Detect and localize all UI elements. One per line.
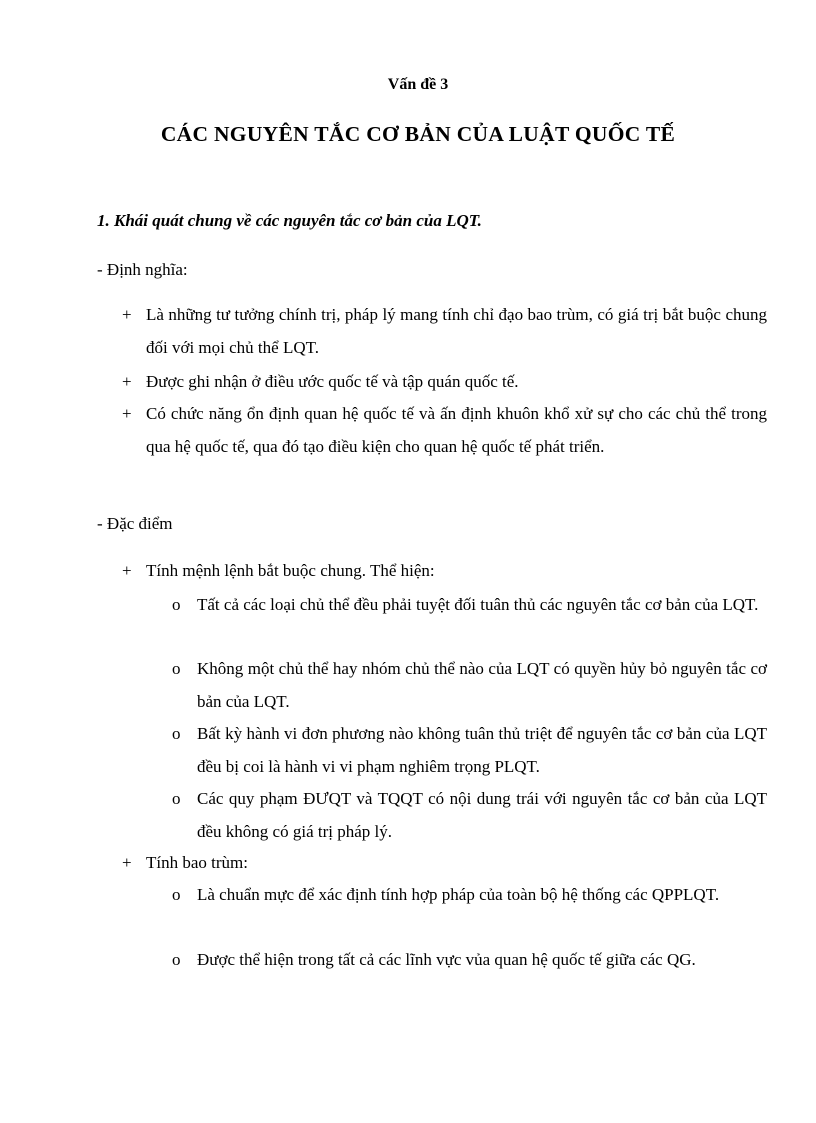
plus-bullet: + [122,372,132,391]
feature-heading [122,555,767,588]
sub-list-item-text: Không một chủ thể hay nhóm chủ thể nào của LQT có quyền hủy bỏ nguyên tắc cơ bản của LQT. [197,659,767,711]
definition-label: - Định nghĩa: [97,260,188,279]
section-heading: 1. Khái quát chung về các nguyên tắc cơ bản của LQT. [97,211,482,230]
sub-list-item [170,783,767,848]
features-label: - Đặc điểm [97,514,173,533]
chapter-label: Vấn đề 3 [387,76,449,93]
sub-list-item [170,653,767,718]
document-title: CÁC NGUYÊN TẮC CƠ BẢN CỦA LUẬT QUỐC TẾ [160,122,676,146]
plus-bullet: + [122,404,132,423]
list-item-text: Là những tư tưởng chính trị, pháp lý mang tính chỉ đạo bao trùm, có giá trị bắt buộc chung đối với mọi chủ thể LQT. [146,305,767,357]
sub-list-item [170,589,767,622]
circle-bullet: o [172,724,181,743]
list-item [122,299,767,364]
feature-label: Tính mệnh lệnh bắt buộc chung. Thể hiện: [146,561,435,580]
sub-list-item-text: Là chuẩn mực để xác định tính hợp pháp của toàn bộ hệ thống các QPPLQT. [197,885,720,904]
sub-list-item [170,879,767,912]
list-item-text: Có chức năng ổn định quan hệ quốc tế và ấn định khuôn khổ xử sự cho các chủ thể trong qua hệ quốc tế, qua đó tạo điều kiện cho quan hệ quốc tế phát triển. [146,404,767,456]
list-item [122,398,767,463]
sub-list-item [170,718,767,783]
circle-bullet: o [172,885,181,904]
feature-label: Tính bao trùm: [146,853,248,872]
circle-bullet: o [172,789,181,808]
plus-bullet: + [122,561,132,580]
feature-heading [122,847,767,880]
circle-bullet: o [172,595,181,614]
sub-list-item-text: Bất kỳ hành vi đơn phương nào không tuân thủ triệt để nguyên tắc cơ bản của LQT đều bị coi là hành vi vi phạm nghiêm trọng PLQT. [197,724,767,776]
sub-list-item-text: Tất cả các loại chủ thể đều phải tuyệt đối tuân thủ các nguyên tắc cơ bản của LQT. [197,595,759,614]
sub-list-item-text: Các quy phạm ĐƯQT và TQQT có nội dung trái với nguyên tắc cơ bản của LQT đều không có giá trị pháp lý. [197,789,767,841]
sub-list-item-text: Được thể hiện trong tất cả các lĩnh vực vủa quan hệ quốc tế giữa các QG. [197,950,696,969]
list-item-text: Được ghi nhận ở điều ước quốc tế và tập quán quốc tế. [146,372,519,391]
circle-bullet: o [172,950,181,969]
plus-bullet: + [122,305,132,324]
plus-bullet: + [122,853,132,872]
sub-list-item [170,944,767,977]
circle-bullet: o [172,659,181,678]
list-item [122,366,767,399]
